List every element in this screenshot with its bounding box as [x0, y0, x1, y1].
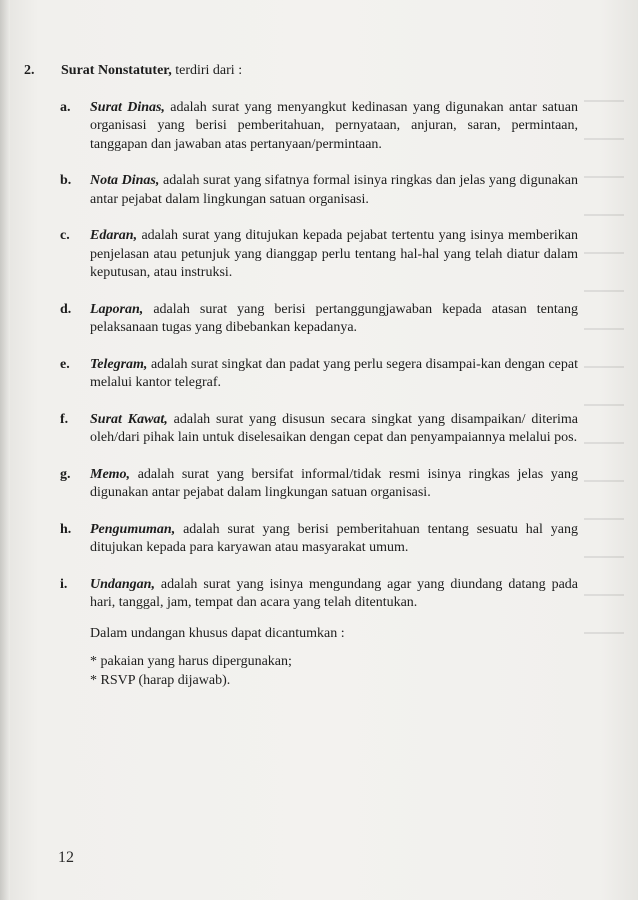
item-text: adalah surat yang disusun secara singkat yang disampaikan/ diterima oleh/dari pihak lain untuk diselesaikan dengan cepat dan penyampaiannya melalui pos.	[90, 411, 578, 445]
item-text: adalah surat yang berisi pemberitahuan tentang sesuatu hal yang ditujukan kepada para karyawan atau masyarakat umum.	[90, 521, 578, 555]
item-text: adalah surat yang berisi pertanggungjawaban kepada atasan tentang pelaksanaan tugas yang dibebankan kepadanya.	[90, 301, 578, 335]
item-term: Surat Dinas,	[90, 99, 165, 115]
item-letter: b.	[60, 173, 72, 188]
item-letter: g.	[60, 466, 71, 482]
item-term: Undangan,	[90, 576, 155, 592]
page-spine-shadow	[0, 0, 10, 900]
list-item-i	[60, 576, 578, 613]
list-item-c	[60, 227, 578, 283]
section-number: 2.	[24, 63, 35, 78]
item-term: Surat Kawat,	[90, 411, 168, 427]
page-content	[24, 62, 604, 690]
bullet-item: * RSVP (harap dijawab).	[90, 672, 231, 688]
item-term: Telegram,	[90, 356, 148, 372]
item-term: Nota Dinas,	[90, 173, 160, 188]
invitation-bullets	[90, 653, 578, 690]
item-letter: f.	[60, 411, 69, 427]
page-number: 12	[58, 849, 74, 866]
item-letter: i.	[60, 576, 68, 592]
list-item-f	[60, 411, 578, 448]
item-letter: h.	[60, 521, 72, 537]
list-item-a	[60, 99, 578, 155]
item-text: adalah surat yang bersifat informal/tidak resmi isinya ringkas jelas yang digunakan antar pejabat dalam lingkungan satuan organisasi.	[90, 466, 578, 500]
item-term: Pengumuman,	[90, 521, 176, 537]
item-letter: c.	[60, 228, 70, 243]
item-text: adalah surat yang ditujukan kepada pejabat tertentu yang isinya memberikan penjelasan atau petunjuk yang dianggap perlu tentang hal-hal yang telah diatur dalam keputusan, atau instruksi.	[90, 228, 578, 280]
item-letter: e.	[60, 356, 70, 372]
invitation-note	[90, 625, 578, 691]
list-item-e	[60, 356, 578, 393]
bullet-item: * pakaian yang harus dipergunakan;	[90, 654, 292, 669]
section-heading	[24, 62, 604, 81]
item-text: adalah surat singkat dan padat yang perlu segera disampai-kan dengan cepat melalui kantor telegraf.	[90, 356, 578, 390]
item-text: adalah surat yang isinya mengundang agar yang diundang datang pada hari, tanggal, jam, tempat dan acara yang telah ditentukan.	[90, 576, 578, 610]
list-item-d	[60, 301, 578, 338]
list-item-h	[60, 521, 578, 558]
item-text: adalah surat yang sifatnya formal isinya ringkas dan jelas yang digunakan antar pejabat dalam lingkungan satuan organisasi.	[90, 173, 578, 207]
item-term: Laporan,	[90, 301, 144, 317]
item-term: Edaran,	[90, 228, 138, 243]
item-term: Memo,	[90, 466, 131, 482]
item-letter: a.	[60, 99, 71, 115]
item-text: adalah surat yang menyangkut kedinasan yang digunakan antar satuan organisasi yang berisi pemberitahuan, pernyataan, anjuran, saran, permintaan, tanggapan dan jawaban atas pertanyaan/permintaan.	[90, 99, 578, 152]
section-title-rest: terdiri dari :	[171, 63, 243, 78]
list-item-g	[60, 466, 578, 503]
invitation-note-intro: Dalam undangan khusus dapat dicantumkan :	[90, 625, 345, 641]
list-item-b	[60, 172, 578, 209]
definition-list	[60, 99, 578, 691]
item-letter: d.	[60, 301, 72, 317]
section-title: Surat Nonstatuter,	[61, 63, 172, 78]
